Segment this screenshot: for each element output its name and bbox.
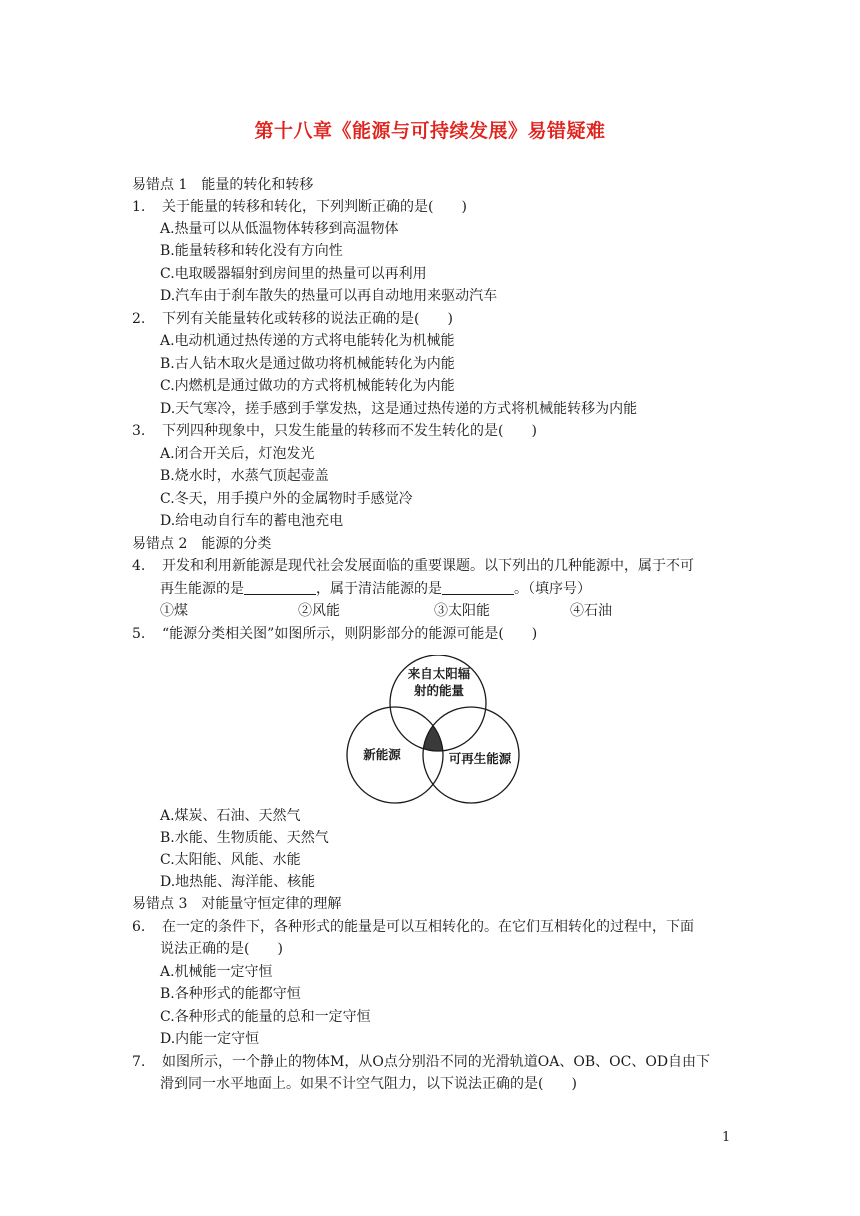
section-heading-1: 易错点 1 能量的转化和转移	[132, 177, 314, 193]
text-fragment: 。（填序号）	[514, 581, 591, 597]
option-3b: B.烧水时，水蒸气顶起壶盖	[160, 468, 329, 484]
question-number: 2.	[132, 311, 146, 327]
text-fragment: ，属于清洁能源的是	[316, 581, 442, 597]
option-4-3: ③太阳能	[434, 603, 490, 619]
option-1a: A.热量可以从低温物体转移到高温物体	[160, 221, 399, 237]
question-4-options	[160, 601, 612, 621]
option-6c: C.各种形式的能量的总和一定守恒	[160, 1009, 371, 1025]
question-number: 7.	[132, 1054, 146, 1070]
question-4-line-2	[160, 579, 591, 599]
question-stem-line-1: 在一定的条件下，各种形式的能量是可以互相转化的。在它们互相转化的过程中，下面	[162, 919, 694, 935]
question-stem: 下列有关能量转化或转移的说法正确的是( )	[162, 311, 453, 327]
section-heading-2: 易错点 2 能源的分类	[132, 536, 272, 552]
question-number: 1.	[132, 199, 146, 215]
option-5d: D.地热能、海洋能、核能	[160, 874, 316, 890]
page-title: 第十八章《能源与可持续发展》易错疑难	[254, 120, 606, 142]
label-new-energy: 新能源	[363, 747, 401, 762]
question-7	[132, 1052, 710, 1072]
question-7-line-2: 滑到同一水平地面上。如果不计空气阻力，以下说法正确的是( )	[160, 1076, 577, 1092]
option-4-1: ①煤	[160, 603, 188, 619]
question-6-line-2: 说法正确的是( )	[160, 941, 283, 957]
question-2	[132, 309, 453, 329]
question-stem-line-1: 如图所示，一个静止的物体M，从O点分别沿不同的光滑轨道OA、OB、OC、OD自由下	[162, 1054, 711, 1070]
label-top-line-2: 射的能量	[413, 683, 465, 698]
option-1b: B.能量转移和转化没有方向性	[160, 243, 343, 259]
option-1d: D.汽车由于刹车散失的热量可以再自动地用来驱动汽车	[160, 288, 498, 304]
question-number: 3.	[132, 423, 146, 439]
question-number: 5.	[132, 626, 146, 642]
question-stem: 下列四种现象中，只发生能量的转移而不发生转化的是( )	[162, 423, 537, 439]
answer-blank-2[interactable]	[442, 580, 514, 595]
option-4-2: ②风能	[298, 603, 340, 619]
page-number: 1	[722, 1130, 731, 1145]
text-fragment: 再生能源的是	[160, 581, 244, 597]
option-2a: A.电动机通过热传递的方式将电能转化为机械能	[160, 333, 455, 349]
question-3	[132, 421, 537, 441]
question-stem-line-1: 开发和利用新能源是现代社会发展面临的重要课题。以下列出的几种能源中，属于不可	[162, 558, 694, 574]
question-5	[132, 624, 537, 644]
option-2d: D.天气寒冷，搓手感到手掌发热，这是通过热传递的方式将机械能转移为内能	[160, 401, 638, 417]
option-2c: C.内燃机是通过做功的方式将机械能转化为内能	[160, 378, 455, 394]
option-6d: D.内能一定守恒	[160, 1031, 260, 1047]
label-top-line-1: 来自太阳辐	[407, 666, 471, 681]
answer-blank-1[interactable]	[244, 580, 316, 595]
question-6	[132, 917, 694, 937]
option-5c: C.太阳能、风能、水能	[160, 852, 301, 868]
option-4-4: ④石油	[570, 603, 612, 619]
question-number: 6.	[132, 919, 146, 935]
energy-classification-venn-diagram	[340, 655, 530, 805]
option-2b: B.古人钻木取火是通过做功将机械能转化为内能	[160, 356, 455, 372]
option-5a: A.煤炭、石油、天然气	[160, 808, 301, 824]
option-3a: A.闭合开关后，灯泡发光	[160, 446, 315, 462]
section-heading-3: 易错点 3 对能量守恒定律的理解	[132, 896, 342, 912]
option-3c: C.冬天，用手摸户外的金属物时手感觉冷	[160, 491, 413, 507]
label-renewable-energy: 可再生能源	[448, 751, 512, 766]
question-stem: 关于能量的转移和转化，下列判断正确的是( )	[162, 199, 467, 215]
option-1c: C.电取暖器辐射到房间里的热量可以再利用	[160, 266, 427, 282]
question-4	[132, 556, 694, 576]
question-number: 4.	[132, 558, 146, 574]
option-3d: D.给电动自行车的蓄电池充电	[160, 513, 344, 529]
option-5b: B.水能、生物质能、天然气	[160, 830, 329, 846]
option-6b: B.各种形式的能都守恒	[160, 986, 301, 1002]
question-1	[132, 197, 467, 217]
option-6a: A.机械能一定守恒	[160, 964, 273, 980]
question-stem: “能源分类相关图”如图所示，则阴影部分的能源可能是( )	[162, 626, 538, 642]
